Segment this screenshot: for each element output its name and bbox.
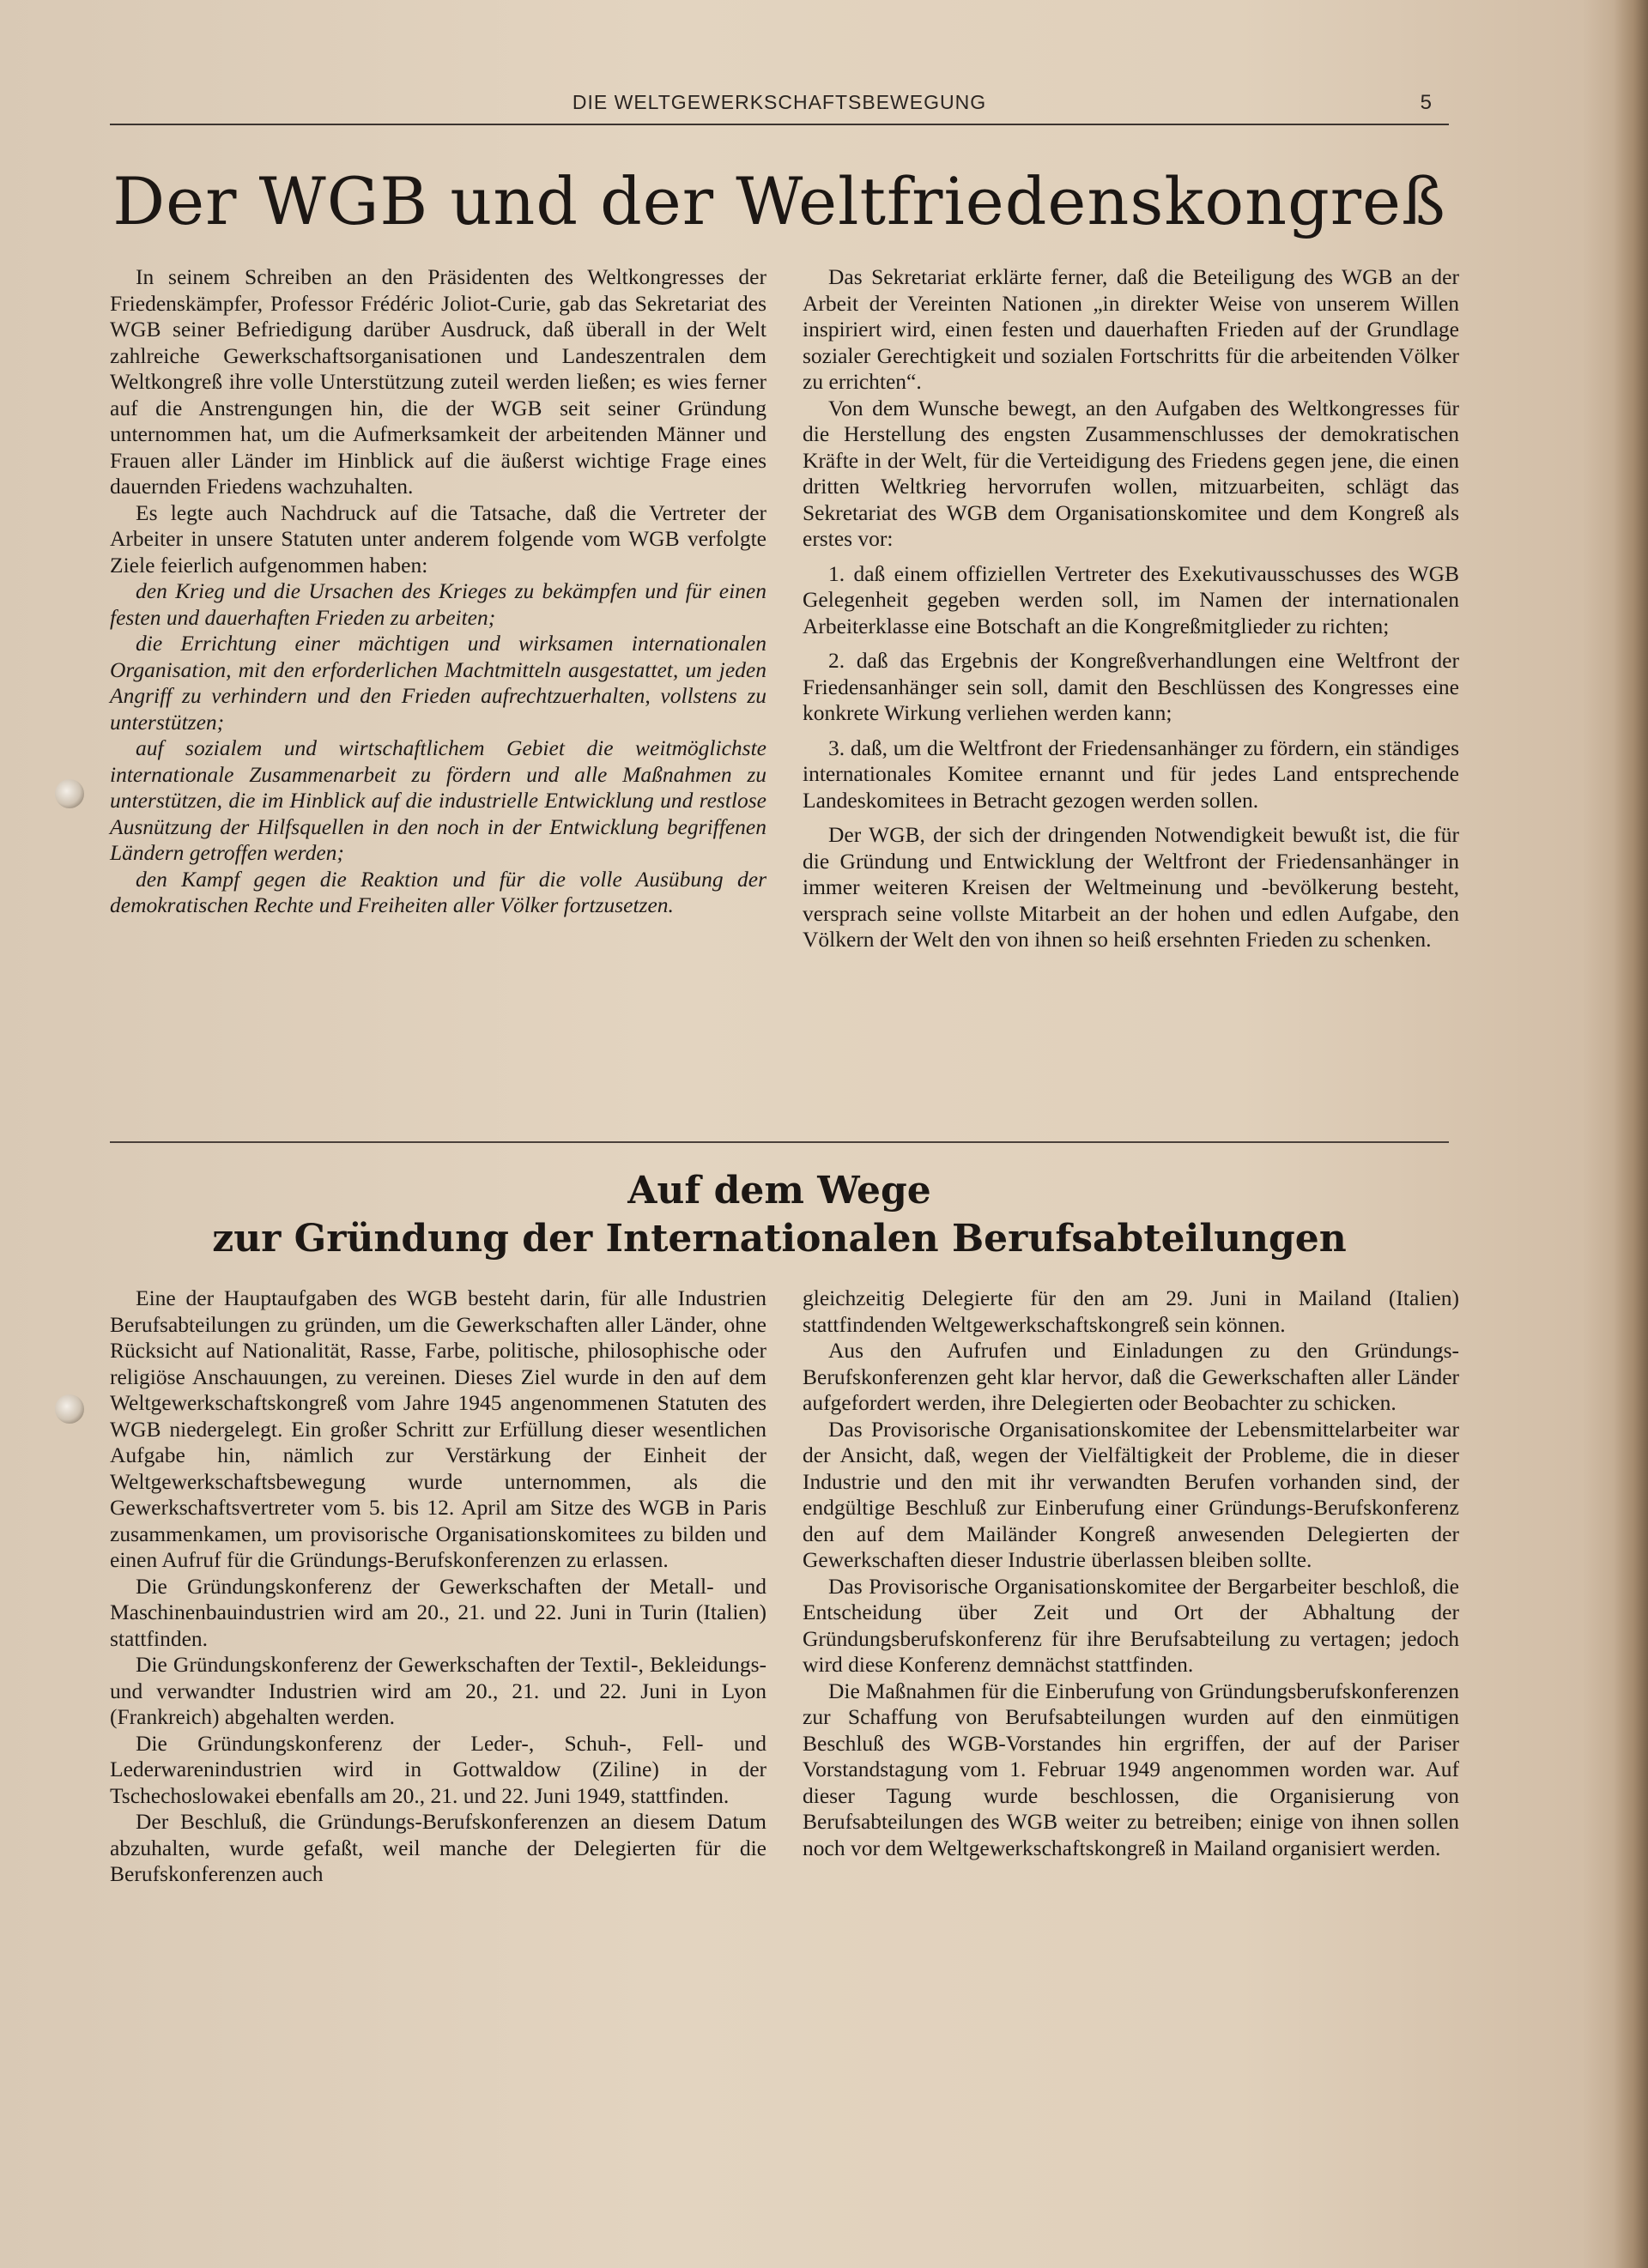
paragraph: gleichzeitig Delegierte für den am 29. Juni in Mailand (Italien) stattfindenden Weltgewerkschaftskongreß sein können. bbox=[803, 1285, 1459, 1337]
paragraph: Eine der Hauptaufgaben des WGB besteht darin, für alle Industrien Berufsabteilungen zu gründen, um die Gewerkschaften aller Länder, ohne Rücksicht auf Nationalität, Rasse, Farbe, politische, philosophische oder religiöse Anschauungen, zu vereinen. Dieses Ziel wurde in den auf dem Weltgewerkschaftskongreß vom Jahre 1945 angenommenen Statuten des WGB niedergelegt. Ein großer Schritt zur Erfüllung dieser wesentlichen Aufgabe hin, nämlich zur Verstärkung der Einheit der Weltgewerkschaftsbewegung wurde unternommen, als die Gewerkschaftsvertreter vom 5. bis 12. April am Sitze des WGB in Paris zusammenkamen, um provisorische Organisationskomitees zu bilden und einen Aufruf für die Gründungs-Berufskonferenzen zu erlassen. bbox=[110, 1285, 766, 1572]
paragraph: Es legte auch Nachdruck auf die Tatsache, daß die Vertreter der Arbeiter in unsere Statuten unter anderem folgende vom WGB verfolgte Ziele feierlich aufgenommen haben: bbox=[110, 499, 766, 578]
article2-left-column bbox=[110, 1285, 766, 1888]
binding-hole-lower bbox=[55, 1394, 84, 1424]
paragraph: Aus den Aufrufen und Einladungen zu den Gründungs-Berufskonferenzen geht klar hervor, daß die Gewerkschaften aller Länder aufgefordert werden, ihre Delegierten oder Beobachter zu schicken. bbox=[803, 1338, 1459, 1415]
running-title: DIE WELTGEWERKSCHAFTSBEWEGUNG bbox=[572, 91, 987, 113]
paper-edge-shadow bbox=[1614, 0, 1648, 2268]
numbered-item: 3. daß, um die Weltfront der Friedensanhänger zu fördern, ein ständiges internationales Komitee ernannt und für jedes Land entsprechende Landeskomitees in Betracht gezogen werden sollen. bbox=[803, 735, 1459, 813]
paragraph: Das Provisorische Organisationskomitee der Bergarbeiter beschloß, die Entscheidung über Zeit und Ort der Abhaltung der Gründungsberufskonferenz für ihre Berufsabteilung zu vertagen; jedoch wird diese Konferenz demnächst stattfinden. bbox=[803, 1573, 1459, 1677]
article1-right-column bbox=[803, 264, 1459, 953]
paragraph: Das Provisorische Organisationskomitee der Lebensmittelarbeiter war der Ansicht, daß, wegen der Vielfältigkeit der Probleme, die in dieser Industrie und den mit ihr verwandten Berufen vorhanden sind, der endgültige Beschluß zur Einberufung einer Gründungs-Berufskonferenz den auf dem Mailänder Kongreß anwesenden Delegierten der Gewerkschaften dieser Industrie überlassen bleiben sollte. bbox=[803, 1416, 1459, 1572]
article2-right-column bbox=[803, 1285, 1459, 1861]
running-header bbox=[110, 89, 1449, 125]
numbered-item: 1. daß einem offiziellen Vertreter des Exekutivausschusses des WGB Gelegenheit gegeben werden soll, im Namen der internationalen Arbeiterklasse eine Botschaft an die Kongreßmitglieder zu richten; bbox=[803, 560, 1459, 638]
goal-quote: den Krieg und die Ursachen des Krieges zu bekämpfen und für einen festen und dauerhaften Frieden zu arbeiten; bbox=[110, 578, 766, 630]
paragraph: Die Gründungskonferenz der Leder-, Schuh-, Fell- und Lederwarenindustrien wird in Gottwaldow (Ziline) in der Tschechoslowakei ebenfalls am 20., 21. und 22. Juni 1949, stattfinden. bbox=[110, 1730, 766, 1808]
goal-quote: die Errichtung einer mächtigen und wirksamen internationalen Organisation, mit den erforderlichen Machtmitteln ausgestattet, um jeden Angriff zu verhindern und den Frieden aufrechtzuerhalten, vollstens zu unterstützen; bbox=[110, 631, 766, 735]
goal-quote: den Kampf gegen die Reaktion und für die volle Ausübung der demokratischen Rechte und Freiheiten aller Völker fortzusetzen. bbox=[110, 866, 766, 917]
paragraph: Der WGB, der sich der dringenden Notwendigkeit bewußt ist, die für die Gründung und Entwicklung der Weltfront der Friedensanhänger in immer weiteren Kreisen der Weltmeinung und -bevölkerung besteht, versprach seine vollste Mitarbeit an der hohen und edlen Aufgabe, den Völkern der Welt den von ihnen so heiß ersehnten Frieden zu schenken. bbox=[803, 822, 1459, 952]
article2-title-line1: Auf dem Wege bbox=[627, 1169, 931, 1213]
numbered-item: 2. daß das Ergebnis der Kongreßverhandlungen eine Weltfront der Friedensanhänger sein soll, damit den Beschlüssen des Kongresses eine konkrete Wirkung verliehen werden kann; bbox=[803, 648, 1459, 725]
paragraph: Die Maßnahmen für die Einberufung von Gründungsberufskonferenzen zur Schaffung von Berufsabteilungen wurden auf den einmütigen Beschluß des WGB-Vorstandes hin ergriffen, der auf der Pariser Vorstandstagung vom 1. Februar 1949 angenommen worden war. Auf dieser Tagung wurde beschlossen, die Organisierung von Berufsabteilungen des WGB weiter zu betreiben; einige von ihnen sollen noch vor dem Weltgewerkschaftskongreß in Mailand organisiert werden. bbox=[803, 1678, 1459, 1860]
paragraph: Der Beschluß, die Gründungs-Berufskonferenzen an diesem Datum abzuhalten, wurde gefaßt, weil manche der Delegierten für die Berufskonferenzen auch bbox=[110, 1809, 766, 1886]
paragraph: In seinem Schreiben an den Präsidenten des Weltkongresses der Friedenskämpfer, Professor Frédéric Joliot-Curie, gab das Sekretariat des WGB seiner Befriedigung darüber Ausdruck, daß überall in der Welt zahlreiche Gewerkschaftsorganisationen und Landeszentralen dem Weltkongreß ihre volle Unterstützung zuteil werden ließen; es wies ferner auf die Anstrengungen hin, die der WGB seit seiner Gründung unternommen hat, um die Aufmerksamkeit der arbeitenden Männer und Frauen aller Länder im Hinblick auf die äußerst wichtige Frage eines dauernden Friedens wachzuhalten. bbox=[110, 264, 766, 499]
page-number: 5 bbox=[1420, 91, 1432, 114]
paragraph: Das Sekretariat erklärte ferner, daß die Beteiligung des WGB an der Arbeit der Vereinten Nationen „in direkter Weise von unserem Willen inspiriert wird, einen festen und dauerhaften Frieden auf der Grundlage sozialer Gerechtigkeit und sozialen Fortschritts für die arbeitenden Völker zu errichten“. bbox=[803, 264, 1459, 394]
paragraph: Von dem Wunsche bewegt, an den Aufgaben des Weltkongresses für die Herstellung des engsten Zusammenschlusses der demokratischen Kräfte in der Welt, für die Verteidigung des Friedens gegen jene, die einen dritten Weltkrieg hervorrufen wollen, mitzuarbeiten, schlägt das Sekretariat des WGB dem Organisationskomitee und dem Kongreß als erstes vor: bbox=[803, 395, 1459, 551]
section-divider bbox=[110, 1141, 1449, 1143]
article2-title-line2: zur Gründung der Internationalen Berufsabteilungen bbox=[212, 1217, 1347, 1261]
paragraph: Die Gründungskonferenz der Gewerkschaften der Textil-, Bekleidungs- und verwandter Industrien wird am 20., 21. und 22. Juni in Lyon (Frankreich) abgehalten werden. bbox=[110, 1652, 766, 1729]
paragraph: Die Gründungskonferenz der Gewerkschaften der Metall- und Maschinenbauindustrien wird am 20., 21. und 22. Juni in Turin (Italien) stattfinden. bbox=[110, 1573, 766, 1651]
article1-left-column bbox=[110, 264, 766, 919]
binding-hole-upper bbox=[55, 779, 84, 808]
article-title-wgb-weltfriedenskongress: Der WGB und der Weltfriedenskongreß bbox=[112, 163, 1446, 239]
goal-quote: auf sozialem und wirtschaftlichem Gebiet die weitmöglichste internationale Zusammenarbeit zu fördern und alle Maßnahmen zu unterstützen, die im Hinblick auf die industrielle Entwicklung und restlose Ausnützung der Hilfsquellen in den noch in der Entwicklung begriffenen Ländern getroffen werden; bbox=[110, 735, 766, 865]
